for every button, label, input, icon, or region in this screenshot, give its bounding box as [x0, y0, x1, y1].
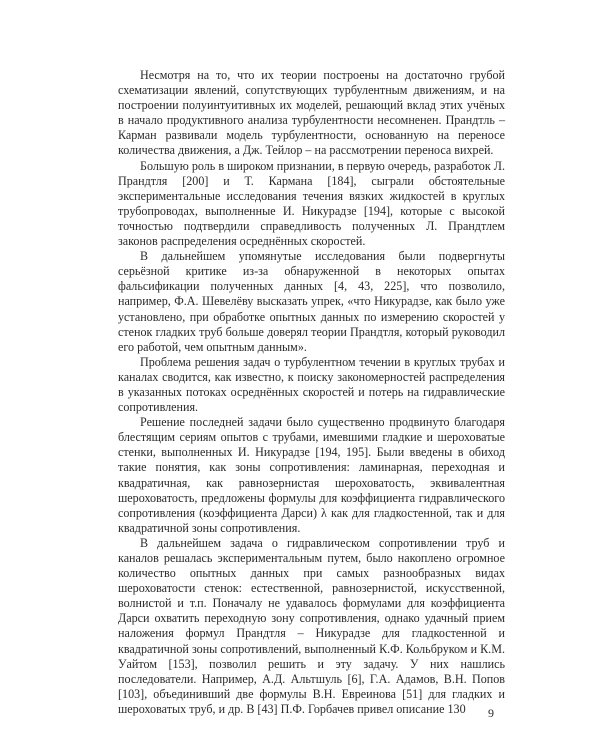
paragraph-5: Решение последней задачи было существенно продвинуто благодаря блестящим сериям опытов с трубами, имевшими гладкие и шероховатые стенки, выполненных И. Никурадзе [194, 195]. Были введены в обиход такие понятия, как зоны сопротивления: ламинарная, переходная и квадратичная, как равнозернистая шероховатость, эквивалентная шероховатость, предложены формулы для коэффициента гидравлического сопротивления (коэффициента Дарси) λ как для гладкостенной, так и для квадратичной зоны сопротивления.: [118, 415, 505, 535]
body-text: [118, 68, 505, 717]
paragraph-4: Проблема решения задач о турбулентном течении в круглых трубах и каналах сводится, как известно, к поиску закономерностей распределения в указанных потоках осреднённых скоростей и потерь на гидравлические сопротивления.: [118, 354, 505, 415]
paragraph-1: Несмотря на то, что их теории построены на достаточно грубой схематизации явлений, сопутствующих турбулентным движениям, и на построении полуинтуитивных их моделей, решающий вклад этих учёных в начало продуктивного анализа турбулентности несомненен. Прандтль – Карман развивали модель турбулентности, основанную на переносе количества движения, а Дж. Тейлор – на рассмотрении переноса вихрей.: [118, 68, 505, 158]
page-number: 9: [488, 706, 494, 720]
paragraph-6: В дальнейшем задача о гидравлическом сопротивлении труб и каналов решалась экспериментальным путем, было накоплено огромное количество опытных данных при самых разнообразных видах шероховатости стенок: естественной, равнозернистой, искусственной, волнистой и т.п. Поначалу не удавалось формулами для коэффициента Дарси охватить переходную зону сопротивления, однако удачный прием наложения формул Прандтля – Никурадзе для гладкостенной и квадратичной зоны сопротивлений, выполненный К.Ф. Кольбруком и К.М. Уайтом [153], позволил решить и эту задачу. У них нашлись последователи. Например, А.Д. Альтшуль [6], Г.А. Адамов, В.Н. Попов [103], объединивший две формулы В.Н. Евреинова [51] для гладких и шероховатых труб, и др. В [43] П.Ф. Горбачев привел описание 130: [118, 535, 505, 716]
paragraph-2: Большую роль в широком признании, в первую очередь, разработок Л. Прандтля [200] и Т. Кармана [184], сыграли обстоятельные экспериментальные исследования течения вязких жидкостей в круглых трубопроводах, выполненные И. Никурадзе [194], которые с высокой точностью подтвердили справедливость полученных Л. Прандтлем законов распределения осреднённых скоростей.: [118, 158, 505, 249]
paragraph-3: В дальнейшем упомянутые исследования были подвергнуты серьёзной критике из-за обнаруженной в некоторых опытах фальсификации полученных данных [4, 43, 225], что позволило, например, Ф.А. Шевелёву высказать упрек, «что Никурадзе, как было уже установлено, при обработке опытных данных по измерению скоростей у стенок гладких труб больше доверял теории Прандтля, который руководил его работой, чем опытным данным».: [118, 249, 505, 354]
